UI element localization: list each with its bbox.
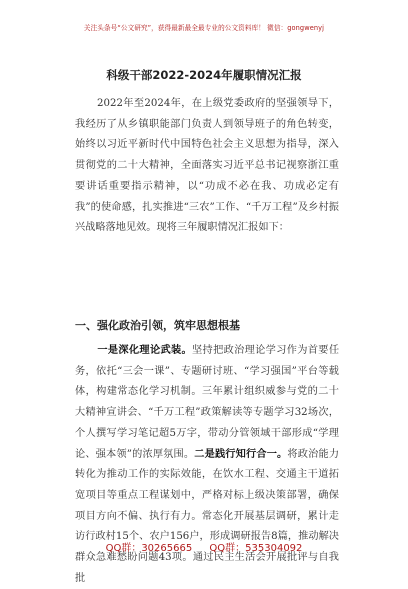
qq-group-1: QQ群：30265665 — [105, 543, 193, 554]
qq-group-2: QQ群：535304092 — [209, 543, 303, 554]
footer-contact — [0, 539, 408, 554]
section-heading-1: 一、强化政治引领，筑牢思想根基 — [75, 319, 240, 332]
header-banner: 关注头条号“公文研究”，获得最新最全最专业的公文资料库！ 微信：gongwenyj — [83, 24, 325, 32]
intro-paragraph — [75, 94, 339, 239]
section-1-text-1: 坚持把政治理论学习作为首要任务，依托“三会一课”、专题研讨班、“学习强国”平台等载体，构建常态化学习机制。三年累计组织威参与党的二十大精神宣讲会、“千万工程”政策解读等专题学习32场次，个人撰写学习笔记超5万字，带动分管领域干部形成“学理论、强本领”的浓厚氛围。 — [75, 345, 339, 460]
lead-phrase-2: 二是践行知行合一。 — [194, 448, 288, 460]
intro-text: 2022年至2024年，在上级党委政府的坚强领导下，我经历了从乡镇职能部门负责人到领导班子的角色转变，始终以习近平新时代中国特色社会主义思想为指导，深入贯彻党的二十大精神，全面落实习近平总书记视察浙江重要讲话重要指示精神，以“功成不必在我、功成必定有我”的使命感，扎实推进“三农”工作、“千万工程”及乡村振兴战略落地见效。现将三年履职情况汇报如下： — [75, 98, 339, 234]
document-title: 科级干部2022-2024年履职情况汇报 — [106, 68, 302, 82]
section-1-text-2: 将政治能力转化为推动工作的实际效能，在饮水工程、交通主干道拓宽项目等重点工程谋划中，严格对标上级决策部署，确保项目方向不偏、执行有力。常态化开展基层调研，累计走访行政村15个、农户156户，形成调研报告8篇，推动解决群众急难愁盼问题43项。通过民主生活会开展批评与自我批 — [75, 448, 340, 584]
lead-phrase-1: 一是深化理论武装。 — [97, 345, 193, 356]
